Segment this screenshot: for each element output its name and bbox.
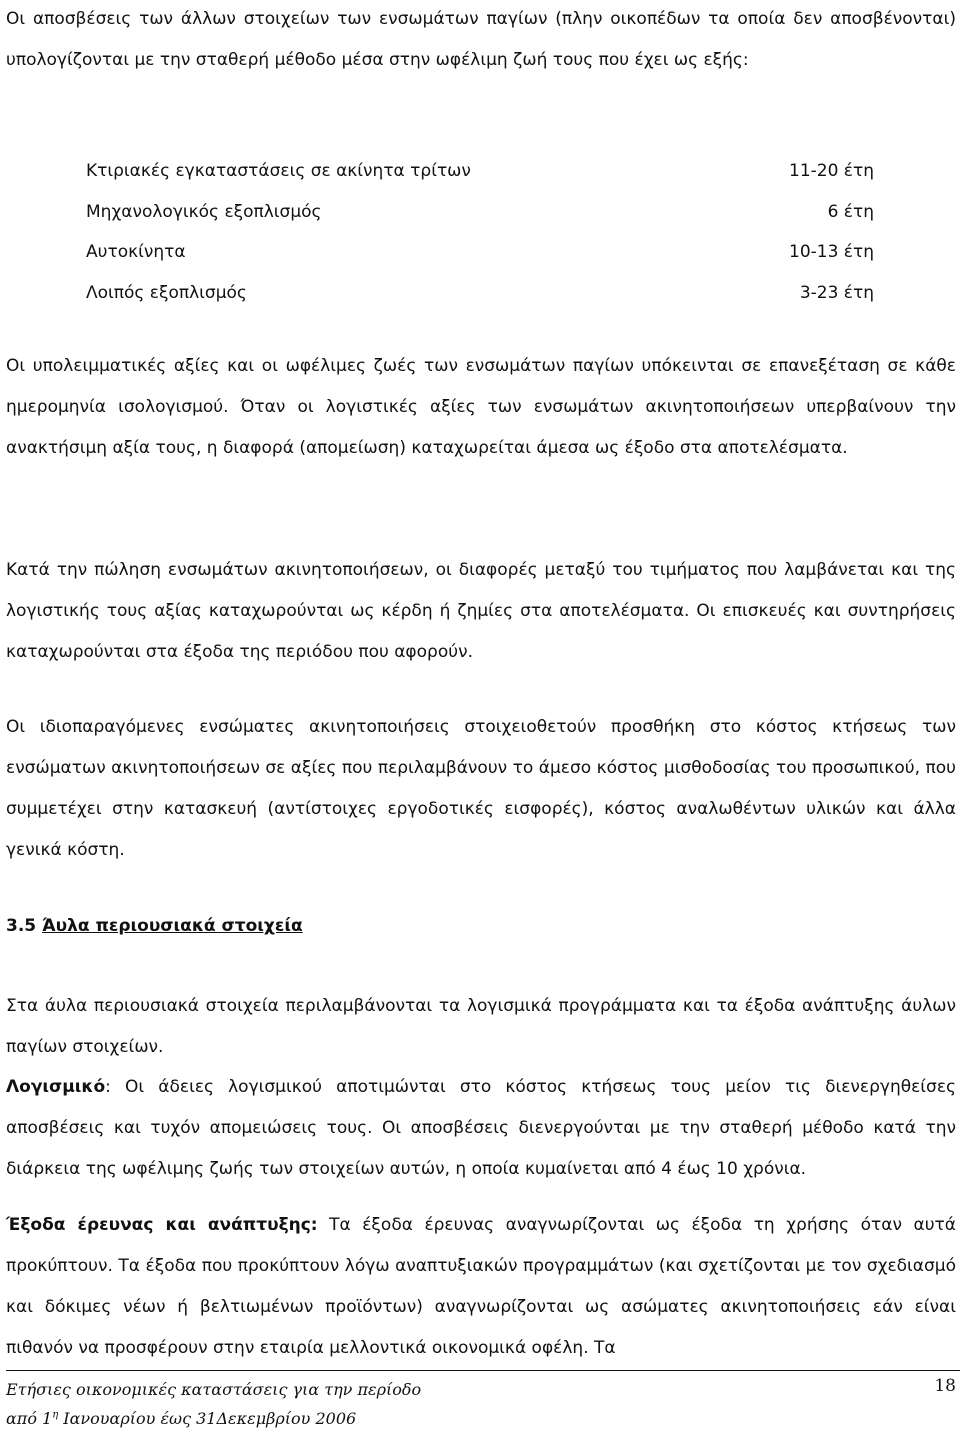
section-title: Άυλα περιουσιακά στοιχεία [42, 916, 303, 936]
research-development-paragraph [6, 1205, 956, 1369]
self-built-assets-paragraph: Οι ιδιοπαραγόμενες ενσώματες ακινητοποιήσεις στοιχειοθετούν προσθήκη στο κόστος κτήσεως των ενσώματων ακινητοποιήσεων σε αξίες που περιλαμβάνουν το άμεσο κόστος μισθοδοσίας του προσωπικού, που συμμετέχει στην κατασκευή (αντίστοιχες εργοδοτικές εισφορές), κόστος αναλωθέντων υλικών και άλλα γενικά κόστη. [6, 717, 956, 860]
asset-life: 10-13 έτη [789, 242, 874, 262]
useful-life-list [86, 151, 874, 313]
software-term: Λογισμικό [6, 1077, 106, 1097]
page-number: 18 [934, 1376, 956, 1396]
list-item [86, 273, 874, 314]
disposal-paragraph: Κατά την πώληση ενσωμάτων ακινητοποιήσεων, οι διαφορές μεταξύ του τιμήματος που λαμβάνεται και της λογιστικής τους αξίας καταχωρούνται ως κέρδη ή ζημίες στα αποτελέσματα. Οι επισκευές και συντηρήσεις καταχωρούνται στα έξοδα της περιόδου που αφορούν. [6, 560, 956, 662]
footer-line-2: από $1^\eta$ Ιανουαρίου έως 31Δεκεμβρίου 2006 [6, 1409, 357, 1428]
asset-name: Αυτοκίνητα [86, 242, 186, 262]
list-item [86, 151, 874, 192]
asset-life: 6 έτη [827, 201, 874, 222]
software-paragraph [6, 1067, 956, 1190]
asset-name: Μηχανολογικός εξοπλισμός [86, 201, 322, 222]
section-heading [6, 906, 303, 946]
list-item [86, 232, 874, 273]
asset-life: 11-20 έτη [789, 161, 874, 181]
asset-name: Κτιριακές εγκαταστάσεις σε ακίνητα τρίτων [86, 161, 471, 181]
rnd-text: Τα έξοδα έρευνας αναγνωρίζονται ως έξοδα τη χρήσης όταν αυτά προκύπτουν. Τα έξοδα που προκύπτουν λόγω αναπτυξιακών προγραμμάτων (και σχετίζονται με τον σχεδιασμό και δόκιμες νέων ή βελτιωμένων προϊόντων) αναγνωρίζονται ως ασώματες ακινητοποιήσεις εάν είναι πιθανόν να προσφέρουν στην εταιρία μελλοντικά οικονομικά οφέλη. Τα [6, 1215, 957, 1358]
intro-paragraph: Οι αποσβέσεις των άλλων στοιχείων των ενσωμάτων παγίων (πλην οικοπέδων τα οποία δεν αποσβένονται) υπολογίζονται με την σταθερή μέθοδο μέσα στην ωφέλιμη ζωή τους που έχει ως εξής: [6, 9, 956, 70]
residual-value-paragraph: Οι υπολειμματικές αξίες και οι ωφέλιμες ζωές των ενσωμάτων παγίων υπόκεινται σε επανεξέταση σε κάθε ημερομηνία ισολογισμού. Όταν οι λογιστικές αξίες των ενσωμάτων ακινητοποιήσεων υπερβαίνουν την ανακτήσιμη αξία τους, η διαφορά (απομείωση) καταχωρείται άμεσα ως έξοδο στα αποτελέσματα. [6, 356, 956, 458]
footer-line-1: Ετήσιες οικονομικές καταστάσεις για την περίοδο [6, 1380, 422, 1399]
section-number: 3.5 [6, 916, 37, 936]
list-item [86, 192, 874, 233]
rnd-term: Έξοδα έρευνας και ανάπτυξης: [6, 1215, 318, 1235]
software-text: : Οι άδειες λογισμικού αποτιμώνται στο κόστος κτήσεως τους μείον τις διενεργηθείσες αποσβέσεις και τυχόν απομειώσεις τους. Οι αποσβέσεις διενεργούνται με την σταθερή μέθοδο κατά την διάρκεια της ωφέλιμης ζωής των στοιχείων αυτών, η οποία κυμαίνεται από 4 έως 10 χρόνια. [6, 1077, 956, 1179]
intangibles-paragraph: Στα άυλα περιουσιακά στοιχεία περιλαμβάνονται τα λογισμικά προγράμματα και τα έξοδα ανάπτυξης άυλων παγίων στοιχείων. [6, 996, 956, 1057]
asset-life: 3-23 έτη [799, 282, 874, 303]
asset-name: Λοιπός εξοπλισμός [86, 282, 247, 303]
footer-divider [6, 1370, 960, 1371]
